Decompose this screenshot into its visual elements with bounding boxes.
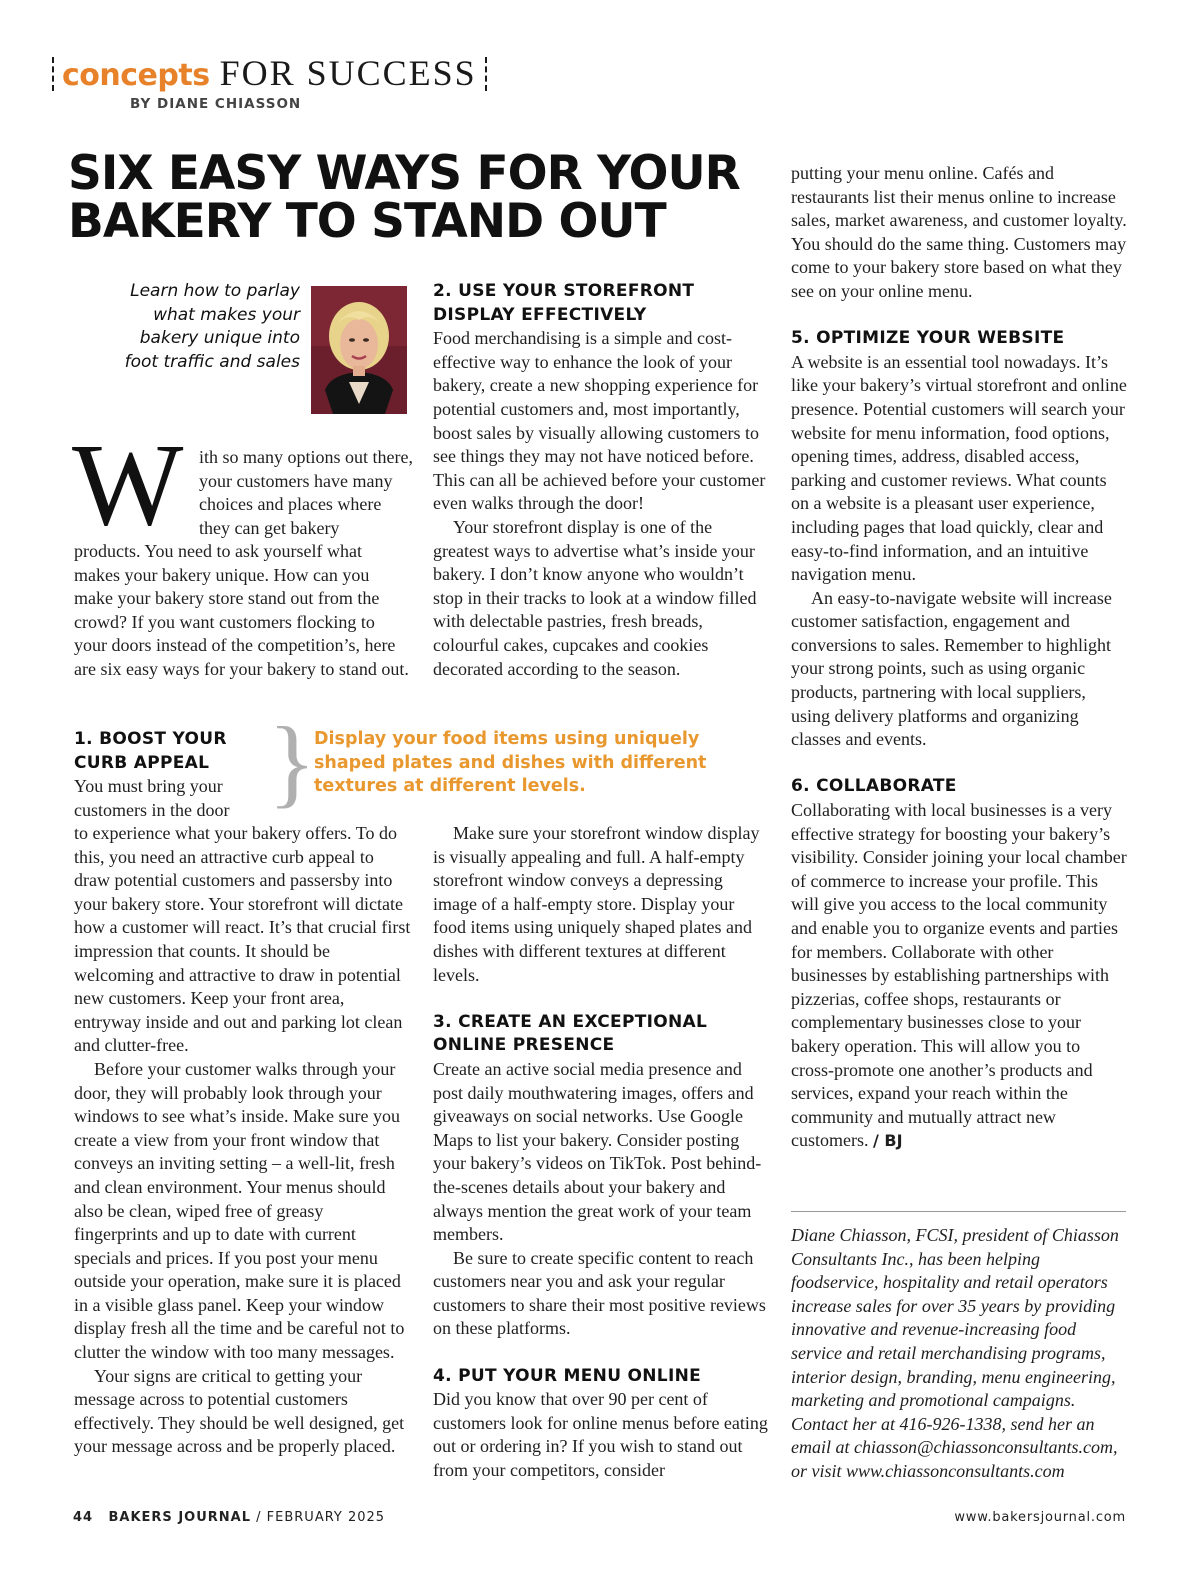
section-5-paragraph-1: A website is an essential tool nowadays. It’s like your bakery’s virtual storefront and online presence. Potential customers will search your website for menu information, food options, opening times, address, disabled access, parking and customer reviews. What counts on a website is a pleasant user experience, including pages that load quickly, clear and easy-to-find information, and an intuitive navigation menu. [791, 351, 1127, 585]
section-3-paragraph-1: Create an active social media presence and post daily mouthwatering images, offers and giveaways on social networks. Use Google Maps to list your bakery. Consider posting your bakery’s videos on TikTok. Post behind-the-scenes details about your bakery and always mention the great work of your team members. [433, 1058, 762, 1245]
publication-name: BAKERS JOURNAL [108, 1510, 252, 1525]
banner-divider-right [485, 57, 487, 91]
byline: BY DIANE CHIASSON [130, 96, 302, 112]
section-2-paragraph-1: Food merchandising is a simple and cost-effective way to enhance the look of your bakery, create a new shopping experience for potential customers and, most importantly, boost sales by visually allowing customers to see things they may not have noticed before. This can all be achieved before your customer even walks through the door! [433, 328, 766, 514]
article-deck: Learn how to parlay what makes your bakery unique into foot traffic and sales [124, 281, 300, 372]
publication-website: www.bakersjournal.com [954, 1510, 1126, 1525]
pullquote-brace-icon: } [268, 706, 316, 817]
section-5-heading: 5. OPTIMIZE YOUR WEBSITE [791, 328, 1065, 349]
author-bio: Diane Chiasson, FCSI, president of Chiasson Consultants Inc., has been helping foodservice, hospitality and retail operators increase sales for over 35 years by providing innovative and revenue-increasing food service and retail merchandising programs, interior design, branding, menu engineering, marketing and promotional campaigns. Contact her at 416-926-1338, send her an email at chiasson@chiassonconsultants.com, or visit www.chiassonconsultants.com [791, 1225, 1119, 1481]
pull-quote: Display your food items using uniquely shaped plates and dishes with different textures at different levels. [314, 729, 707, 797]
section-6-paragraph-1 [791, 799, 1127, 1153]
lede-paragraph: products. You need to ask yourself what makes your bakery unique. How can you make your bakery store stand out from the crowd? If you want customers flocking to your doors instead of the competition’s, here are six easy ways for your bakery to stand out. [74, 541, 409, 679]
end-mark: / BJ [872, 1131, 903, 1151]
bio-divider [791, 1211, 1126, 1212]
section-3-heading: 3. CREATE AN EXCEPTIONAL ONLINE PRESENCE [433, 1011, 708, 1056]
banner-divider-left [52, 57, 54, 91]
section-1-body [74, 822, 411, 1459]
section-5-paragraph-2: An easy-to-navigate website will increase customer satisfaction, engagement and conversions to sales. Remember to highlight your strong points, such as using organic products, partnering with local suppliers, using delivery platforms and organizing classes and events. [791, 587, 1112, 750]
section-2-paragraph-3: Make sure your storefront window display is visually appealing and full. A half-empty storefront window conveys a depressing image of a half-empty store. Display your food items using uniquely shaped plates and dishes with different textures at different levels. [433, 823, 760, 985]
lede-wrapped-text [199, 446, 414, 540]
section-4-paragraph-1-end: putting your menu online. Cafés and restaurants list their menus online to increase sales, market awareness, and customer loyalty. You should do the same thing. Customers may come to your bakery store based on what they see on your online menu. [791, 163, 1127, 301]
section-2-paragraph-2: Your storefront display is one of the greatest ways to advertise what’s inside your bakery. I don’t know anyone who wouldn’t stop in their tracks to look at a window filled with delectable pastries, fresh breads, colourful cakes, cupcakes and cookies decorated according to the season. [433, 516, 757, 679]
section-1-heading-block [74, 728, 284, 822]
section-6-heading: 6. COLLABORATE [791, 776, 957, 797]
page-footer-left [73, 1510, 385, 1525]
issue-date: / FEBRUARY 2025 [256, 1510, 386, 1525]
section-4-paragraph-1-start: Did you know that over 90 per cent of customers look for online menus before eating out or ordering in? If you wish to stand out from your competitors, consider [433, 1389, 768, 1481]
banner-section-title: FOR SUCCESS [219, 53, 477, 93]
author-portrait-image [311, 286, 407, 414]
section-banner [44, 52, 495, 96]
section-2-heading: 2. USE YOUR STOREFRONT DISPLAY EFFECTIVELY [433, 281, 695, 325]
section-1-paragraph-2: Before your customer walks through your door, they will probably look through your windows to see what’s inside. Make sure you create a view from your front window that conveys an inviting setting – a well-lit, fresh and clean environment. Your menus should also be clean, wiped free of greasy fingerprints and up to date with current specials and prices. If you post your menu outside your operation, make sure it is placed in a visible glass panel. Keep your window display fresh all the time and be careful not to clutter the window with too many messages. [74, 1058, 405, 1363]
column-2-top [433, 280, 769, 681]
banner-section-word: concepts [62, 58, 210, 93]
section-4-heading: 4. PUT YOUR MENU ONLINE [433, 1365, 702, 1386]
article-headline: SIX EASY WAYS FOR YOUR BAKERY TO STAND OUT [68, 146, 740, 249]
column-3 [791, 162, 1127, 1153]
column-2-bottom [433, 822, 769, 1483]
lede-first-lines: ith so many options out there, your customers have many choices and places where they can get bakery [199, 447, 413, 538]
section-1-paragraph-1-start: You must bring your customers in the door [74, 776, 230, 820]
author-photo [311, 286, 407, 414]
page-number: 44 [73, 1510, 94, 1525]
section-1-heading: 1. BOOST YOUR CURB APPEAL [74, 729, 227, 773]
section-1-paragraph-3: Your signs are critical to getting your message across to potential customers effectively. They should be well designed, get your message across and be properly placed. [74, 1365, 405, 1457]
section-3-paragraph-2: Be sure to create specific content to reach customers near you and ask your regular customers to share their most positive reviews on these platforms. [433, 1247, 766, 1339]
section-6-text: Collaborating with local businesses is a very effective strategy for boosting your bakery’s visibility. Consider joining your local chamber of commerce to increase your profile. This will give you access to the local community and enable you to organize events and parties for members. Collaborate with other businesses by establishing partnerships with pizzerias, coffee shops, restaurants or complementary businesses close to your bakery operation. This will allow you to cross-promote one another’s products and services, expand your reach within the community and mutually attract new customers. [791, 800, 1127, 1151]
lede-body [74, 540, 409, 682]
section-1-paragraph-1-end: to experience what your bakery offers. To do this, you need an attractive curb appeal to draw potential customers and passersby into your bakery store. Your storefront will dictate how a customer will react. It’s that crucial first impression that counts. It should be welcoming and attractive to draw in potential new customers. Keep your front area, entryway inside and out and parking lot clean and clutter-free. [74, 823, 411, 1056]
drop-cap: W [72, 419, 184, 550]
